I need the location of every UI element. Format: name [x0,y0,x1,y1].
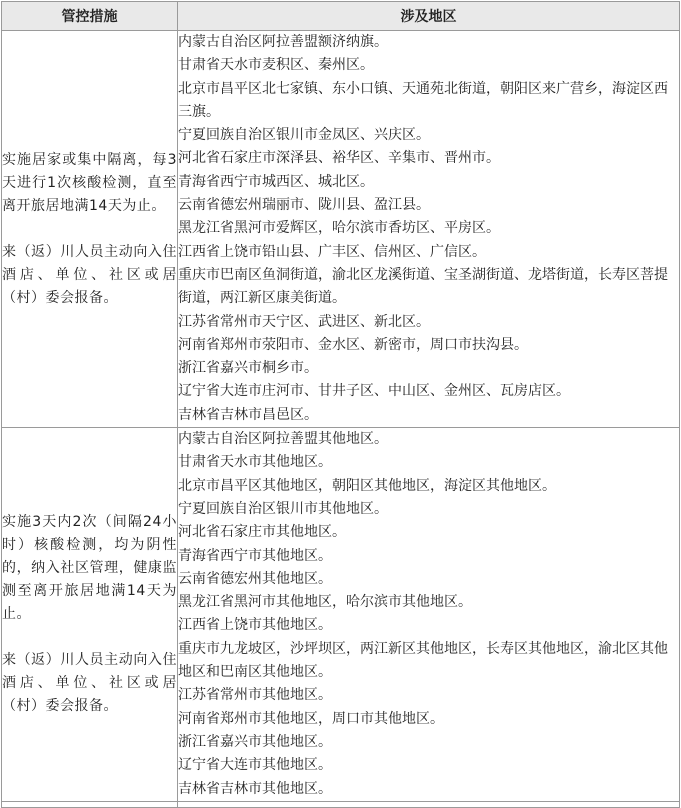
table-row [2,428,680,802]
measure-text: 实施居家或集中隔离，每3天进行1次核酸检测，直至离开旅居地满14天为止。 [2,151,177,214]
header-row [2,2,680,31]
area-item: 黑龙江省黑河市爱辉区，哈尔滨市香坊区、平房区。 [178,220,500,237]
area-item: 甘肃省天水市其他地区。 [178,454,332,471]
area-item: 重庆市巴南区鱼洞街道，渝北区龙溪街道、宝圣湖街道、龙塔街道，长寿区菩提街道，两江新区康美街道。 [178,266,668,307]
empty-cell [178,801,680,807]
area-item: 宁夏回族自治区银川市其他地区。 [178,500,388,517]
empty-cell [2,801,178,807]
area-item: 内蒙古自治区阿拉善盟额济纳旗。 [178,34,388,50]
area-item: 云南省德宏州瑞丽市、陇川县、盈江县。 [178,197,430,214]
area-item: 辽宁省大连市其他地区。 [178,757,332,774]
area-item: 青海省西宁市城西区、城北区。 [178,173,374,190]
area-item: 江苏省常州市天宁区、武进区、新北区。 [178,313,430,330]
area-item: 江西省上饶市其他地区。 [178,617,332,634]
area-item: 河北省石家庄市深泽县、裕华区、辛集市、晋州市。 [178,150,500,167]
control-measures-table [1,1,680,808]
areas-cell [178,31,680,428]
area-item: 河南省郑州市其他地区，周口市其他地区。 [178,710,444,727]
area-item: 辽宁省大连市庄河市、甘井子区、中山区、金州区、瓦房店区。 [178,383,570,400]
area-item: 吉林省吉林市其他地区。 [178,780,332,797]
area-item: 浙江省嘉兴市其他地区。 [178,733,332,750]
measure-cell [2,428,178,802]
header-measure: 管控措施 [2,2,178,31]
area-item: 重庆市九龙坡区，沙坪坝区，两江新区其他地区，长寿区其他地区，渝北区其他地区和巴南区其他地区。 [178,640,668,681]
header-areas: 涉及地区 [178,2,680,31]
area-item: 北京市昌平区其他地区，朝阳区其他地区，海淀区其他地区。 [178,477,556,494]
table-row-partial [2,801,680,807]
table-row [2,31,680,428]
area-item: 云南省德宏州其他地区。 [178,570,332,587]
area-item: 青海省西宁市其他地区。 [178,547,332,564]
area-item: 河南省郑州市荥阳市、金水区、新密市，周口市扶沟县。 [178,336,528,353]
area-item: 江苏省常州市其他地区。 [178,687,332,704]
measure-cell [2,31,178,428]
measure-text: 来（返）川人员主动向入住酒店、单位、社区或居（村）委会报备。 [2,651,177,714]
area-item: 吉林省吉林市昌邑区。 [178,406,318,423]
area-item: 宁夏回族自治区银川市金凤区、兴庆区。 [178,127,430,144]
area-item: 江西省上饶市铅山县、广丰区、信州区、广信区。 [178,243,486,260]
area-item: 浙江省嘉兴市桐乡市。 [178,360,318,377]
area-item: 黑龙江省黑河市其他地区，哈尔滨市其他地区。 [178,594,472,611]
area-item: 内蒙古自治区阿拉善盟其他地区。 [178,431,388,448]
area-item: 甘肃省天水市麦积区、秦州区。 [178,57,374,74]
area-item: 北京市昌平区北七家镇、东小口镇、天通苑北街道，朝阳区来广营乡，海淀区西三旗。 [178,80,668,120]
area-item: 河北省石家庄市其他地区。 [178,524,346,541]
measure-text: 实施3天内2次（间隔24小时）核酸检测，均为阴性的，纳入社区管理，健康监测至离开旅居地满14天为止。 [2,513,177,622]
measure-text: 来（返）川人员主动向入住酒店、单位、社区或居（村）委会报备。 [2,243,177,306]
areas-cell [178,428,680,802]
